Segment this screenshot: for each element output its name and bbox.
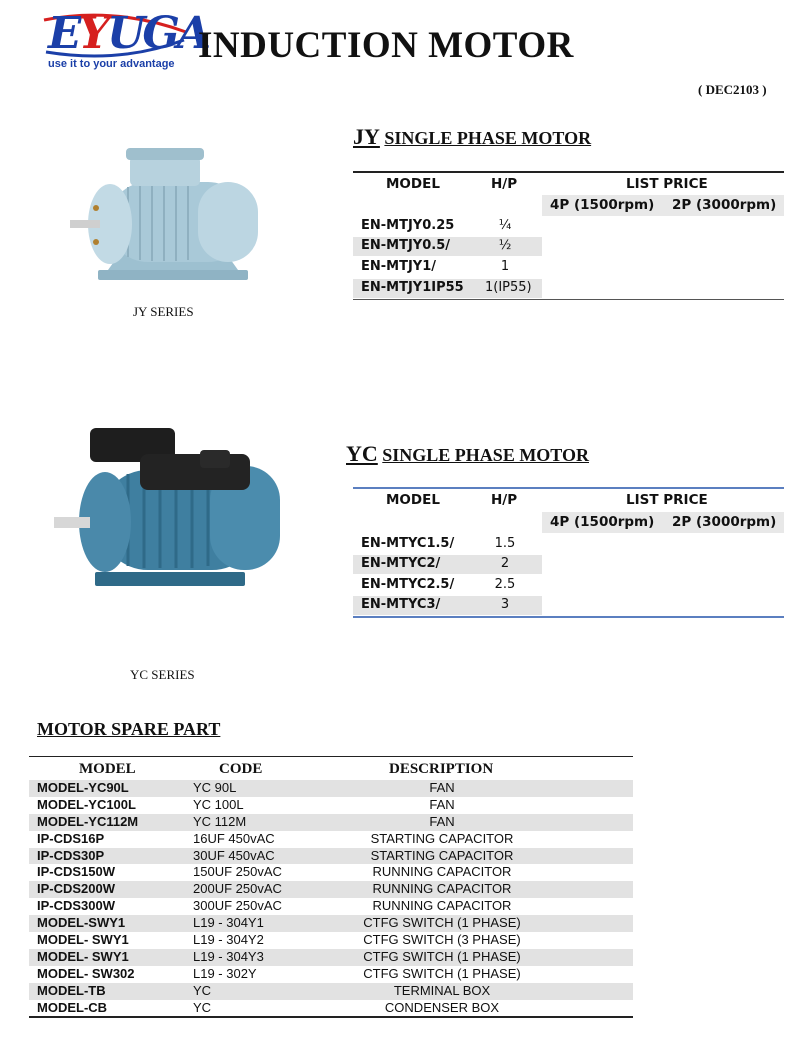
table-row: EN-MTJY1IP55 1(IP55) <box>353 279 542 298</box>
col-model-header: MODEL <box>386 176 440 192</box>
cell-model: MODEL-SWY1 <box>37 915 126 931</box>
cell-model: MODEL-CB <box>37 999 108 1015</box>
table-row <box>29 864 633 881</box>
table-row: EN-MTJY0.5/ ½ <box>353 237 542 256</box>
table-row: EN-MTJY0.25 ¼ <box>361 218 512 233</box>
col-description-header: DESCRIPTION <box>389 761 494 777</box>
cell-desc: CTFG SWITCH (1 PHASE) <box>363 948 521 964</box>
table-row: EN-MTYC2/ 2 <box>353 555 542 574</box>
jy-section-title <box>353 124 591 150</box>
cell-desc: CTFG SWITCH (1 PHASE) <box>363 965 521 981</box>
cell-model: IP-CDS30P <box>37 847 105 863</box>
table-row <box>29 915 633 932</box>
cell-desc: FAN <box>429 796 455 812</box>
table-row: EN-MTYC1.5/ 1.5 <box>361 536 516 551</box>
cell-desc: FAN <box>429 813 455 829</box>
cell-code: 300UF 250vAC <box>193 898 282 914</box>
table-row <box>29 949 633 966</box>
cell-model: IP-CDS200W <box>37 881 116 897</box>
table-row <box>29 983 633 1000</box>
cell-desc: CONDENSER BOX <box>384 999 500 1015</box>
cell-desc: CTFG SWITCH (1 PHASE) <box>363 915 521 931</box>
cell-desc: TERMINAL BOX <box>393 982 491 998</box>
cell-desc: RUNNING CAPACITOR <box>372 881 512 897</box>
spare-part-title: MOTOR SPARE PART <box>37 719 221 739</box>
jy-title-rest: SINGLE PHASE MOTOR <box>384 128 592 148</box>
jy-motor-image <box>68 142 278 292</box>
table-row <box>29 797 633 814</box>
cell-code: L19 - 304Y3 <box>193 948 264 964</box>
cell-model: MODEL-TB <box>37 982 106 998</box>
cell-code: 16UF 450vAC <box>193 830 275 846</box>
jy-title-prefix: JY <box>353 124 380 149</box>
cell-model: MODEL-YC100L <box>37 796 136 812</box>
cell-model: MODEL- SWY1 <box>37 932 129 948</box>
table-header-row <box>353 489 784 511</box>
cell-code: YC 112M <box>193 813 247 829</box>
logo-tagline: use it to your advantage <box>48 58 175 70</box>
cell-model: MODEL- SW302 <box>37 965 135 981</box>
cell-desc: CTFG SWITCH (3 PHASE) <box>363 932 521 948</box>
yc-series-caption: YC SERIES <box>130 667 195 682</box>
table-header-row <box>29 757 633 780</box>
logo-wordmark: EYUGA <box>48 8 209 59</box>
document-code: ( DEC2103 ) <box>698 82 767 97</box>
col-hp-header: H/P <box>491 176 518 192</box>
table-row <box>29 898 633 915</box>
cell-desc: STARTING CAPACITOR <box>370 830 514 846</box>
spare-part-table <box>29 756 633 1018</box>
cell-model: MODEL-YC112M <box>37 813 139 829</box>
table-row <box>29 1000 633 1017</box>
cell-code: L19 - 304Y2 <box>193 932 264 948</box>
cell-desc: FAN <box>429 780 455 795</box>
cell-model: MODEL-YC90L <box>37 780 129 795</box>
cell-code: 30UF 450vAC <box>193 847 275 863</box>
cell-code: YC 90L <box>193 780 237 795</box>
jy-price-table <box>353 171 784 301</box>
table-row <box>29 780 633 797</box>
yc-price-table <box>353 487 784 619</box>
price-subheader-row <box>542 195 784 216</box>
cell-desc: STARTING CAPACITOR <box>370 847 514 863</box>
cell-code: L19 - 302Y <box>193 965 257 981</box>
col-list-price-header: LIST PRICE <box>626 492 708 508</box>
spare-part-rows <box>29 780 633 1016</box>
col-code-header: CODE <box>219 761 263 777</box>
table-bottom-rule <box>29 1016 633 1018</box>
col-model-header: MODEL <box>79 761 136 777</box>
sub-2p-header: 2P (3000rpm) <box>672 197 777 213</box>
cell-code: 150UF 250vAC <box>193 864 282 880</box>
price-subheader-row <box>542 512 784 533</box>
cell-desc: RUNNING CAPACITOR <box>372 898 512 914</box>
table-row <box>29 881 633 898</box>
yc-section-title <box>346 441 589 467</box>
yc-title-prefix: YC <box>346 441 378 466</box>
table-row <box>29 831 633 848</box>
cell-code: L19 - 304Y1 <box>193 915 264 931</box>
table-bottom-rule <box>353 299 784 300</box>
cell-desc: RUNNING CAPACITOR <box>372 864 512 880</box>
col-hp-header: H/P <box>491 492 518 508</box>
yc-motor-image <box>50 410 290 595</box>
company-logo <box>40 8 209 74</box>
cell-model: IP-CDS16P <box>37 830 105 846</box>
cell-code: 200UF 250vAC <box>193 881 282 897</box>
cell-model: IP-CDS300W <box>37 898 116 914</box>
sub-4p-header: 4P (1500rpm) <box>550 197 655 213</box>
col-list-price-header: LIST PRICE <box>626 176 708 192</box>
sub-2p-header: 2P (3000rpm) <box>672 514 777 530</box>
jy-series-caption: JY SERIES <box>133 304 194 319</box>
page-title: INDUCTION MOTOR <box>198 25 574 66</box>
table-row <box>29 848 633 865</box>
table-bottom-rule <box>353 616 784 618</box>
cell-code: YC 100L <box>193 796 244 812</box>
cell-code: YC <box>193 999 212 1015</box>
table-row: EN-MTYC3/ 3 <box>353 596 542 615</box>
table-header-row <box>353 173 784 195</box>
cell-model: MODEL- SWY1 <box>37 948 129 964</box>
table-row <box>29 932 633 949</box>
table-row <box>29 814 633 831</box>
table-row: EN-MTYC2.5/ 2.5 <box>361 577 516 592</box>
table-row <box>29 966 633 983</box>
table-row: EN-MTJY1/ 1 <box>361 259 510 274</box>
col-model-header: MODEL <box>386 492 440 508</box>
yc-title-rest: SINGLE PHASE MOTOR <box>382 445 589 465</box>
cell-code: YC <box>193 982 212 998</box>
cell-model: IP-CDS150W <box>37 864 116 880</box>
sub-4p-header: 4P (1500rpm) <box>550 514 655 530</box>
